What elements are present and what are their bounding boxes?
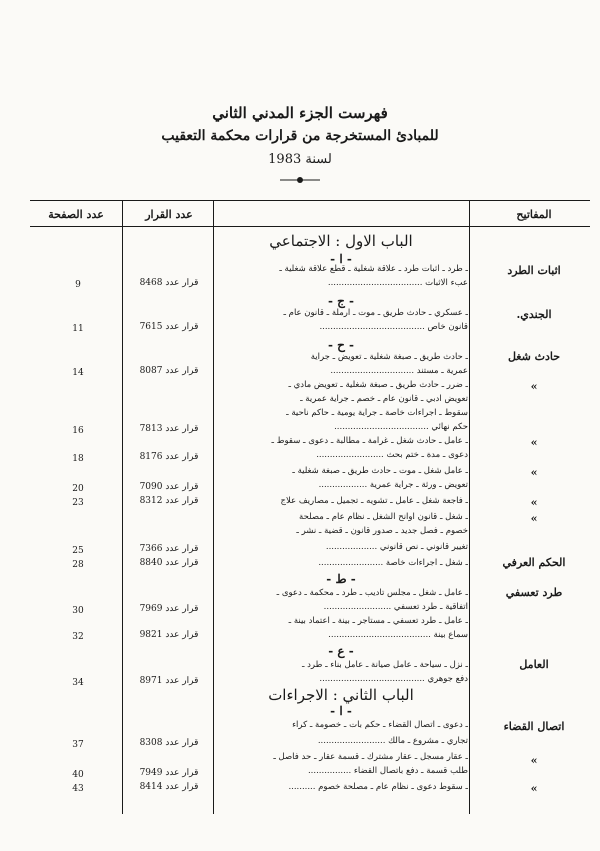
decision-number: قرار عدد 8176	[139, 452, 199, 462]
entry-line: تعويض ادبي ـ قانون عام ـ خصم ـ جراية عمرية ـ	[300, 394, 468, 404]
page-number: 11	[72, 324, 84, 334]
decision-number: قرار عدد 7090	[139, 482, 199, 492]
entry-line: ـ عسكري ـ حادث طريق ـ موت ـ ارملة ـ قانون عام ـ	[283, 308, 468, 318]
letter-heading: - ا -	[330, 704, 352, 718]
page-number: 37	[72, 740, 84, 750]
letter-heading: - ح -	[327, 338, 355, 352]
page-number: 28	[72, 560, 84, 570]
entry-line: ـ شغل ـ قانون اوانح الشغل ـ نظام عام ـ مصلحة	[299, 512, 468, 522]
keyword: »	[530, 754, 538, 767]
page-number: 14	[72, 368, 84, 378]
decision-number: قرار عدد 8840	[139, 558, 199, 568]
page-number: 16	[72, 426, 84, 436]
entry-line: ـ عامل ـ طرد تعسفي ـ مستاجر ـ بينة ـ اعتماد بينة ـ	[288, 616, 468, 626]
decision-number: قرار عدد 8414	[139, 782, 199, 792]
entry-line: سقوط ـ اجراءات خاصة ـ جراية يومية ـ حاكم ناحية ـ	[286, 408, 468, 418]
entry-line: اتفاقية ـ طرد تعسفي .........................	[323, 602, 468, 612]
column-divider	[122, 200, 123, 814]
entry-line: ـ شغل ـ اجراءات خاصة ........................	[318, 558, 468, 568]
decision-number: قرار عدد 7969	[139, 604, 199, 614]
entry-line: تجاري ـ مشروع ـ مالك .........................	[317, 736, 468, 746]
page-number: 40	[72, 770, 84, 780]
page-number: 9	[75, 280, 81, 290]
letter-heading: - ج -	[327, 294, 355, 308]
decision-number: قرار عدد 7366	[139, 544, 199, 554]
entry-line: خصوم ـ فصل جديد ـ صدور قانون ـ قضية ـ نشر ـ	[296, 526, 468, 536]
table-header-rule	[30, 226, 590, 227]
entry-line: دفع جوهري .......................................	[319, 674, 468, 684]
entry-line: تعويض ـ ورثة ـ جراية عمرية ..................	[318, 480, 468, 490]
keyword: »	[530, 512, 538, 525]
ornament-divider	[280, 176, 320, 184]
keyword: »	[530, 496, 538, 509]
decision-number: قرار عدد 8971	[139, 676, 199, 686]
entry-line: سماع بينة ......................................	[328, 630, 468, 640]
keyword: الجندي.	[516, 308, 552, 321]
entry-line: عبء الاثبات ...................................	[327, 278, 468, 288]
page-number: 18	[72, 454, 84, 464]
decision-number: قرار عدد 7813	[139, 424, 199, 434]
entry-line: ـ دعوى ـ اتصال القضاء ـ حكم بات ـ خصومة ـ كراء	[292, 720, 468, 730]
entry-line: ـ عقار مسجل ـ عقار مشترك ـ قسمة عقار ـ حد فاصل ـ	[273, 752, 468, 762]
keyword: »	[530, 782, 538, 795]
entry-line: ـ عامل ـ شغل ـ مجلس تاديب ـ طرد ـ محكمة ـ دعوى ـ	[276, 588, 468, 598]
keyword: »	[530, 380, 538, 393]
entry-line: عمرية ـ مستند ...............................	[330, 366, 468, 376]
header-page: عدد الصفحة	[48, 208, 104, 221]
decision-number: قرار عدد 7615	[139, 322, 199, 332]
index-subtitle: للمبادئ المستخرجة من قرارات محكمة التعقيب	[161, 128, 439, 144]
chapter-heading: الباب الاول : الاجتماعي	[269, 232, 413, 250]
entry-line: طلب قسمة ـ دفع باتصال القضاء ................	[307, 766, 468, 776]
entry-line: ـ عامل شغل ـ موت ـ حادث طريق ـ صبغة شغلية ـ	[292, 466, 468, 476]
decision-number: قرار عدد 8087	[139, 366, 199, 376]
table-top-rule	[30, 200, 590, 201]
letter-heading: - ع -	[328, 644, 354, 658]
keyword: العامل	[519, 658, 549, 671]
entry-line: ـ عامل ـ حادث شغل ـ غرامة ـ مطالبة ـ دعوى ـ سقوط ـ	[271, 436, 468, 446]
decision-number: قرار عدد 7949	[139, 768, 199, 778]
index-title: فهرست الجزء المدني الثاني	[212, 104, 388, 122]
keyword: الحكم العرفي	[502, 556, 566, 569]
keyword: »	[530, 466, 538, 479]
index-year: لسنة 1983	[268, 152, 332, 167]
chapter-heading: الباب الثاني : الاجراءات	[268, 686, 414, 704]
page-number: 30	[72, 606, 84, 616]
decision-number: قرار عدد 8312	[139, 496, 199, 506]
letter-heading: - ا -	[330, 252, 352, 266]
entry-line: ـ طرد ـ اثبات طرد ـ علاقة شغلية ـ قطع علاقة شغلية ـ	[279, 264, 468, 274]
page-number: 25	[72, 546, 84, 556]
entry-line: حكم نهائي ...................................	[334, 422, 468, 432]
page-number: 34	[72, 678, 84, 688]
header-decision: عدد القرار	[145, 208, 193, 221]
entry-line: دعوى ـ مدة ـ ختم بحث .........................	[316, 450, 468, 460]
page-number: 43	[72, 784, 84, 794]
entry-line: قانون خاص .......................................	[319, 322, 468, 332]
decision-number: قرار عدد 8308	[139, 738, 199, 748]
decision-number: قرار عدد 9821	[139, 630, 199, 640]
keyword: حادث شغل	[507, 350, 561, 363]
keyword: اتصال القضاء	[503, 720, 565, 733]
header-keywords: المفاتيح	[516, 208, 552, 221]
entry-line: تغيير قانوني ـ نص قانوني ...................	[325, 542, 468, 552]
page-number: 32	[72, 632, 84, 642]
entry-line: ـ ضرر ـ حادث طريق ـ صبغة شغلية ـ تعويض مادي ـ	[288, 380, 468, 390]
page-number: 23	[72, 498, 84, 508]
letter-heading: - ط -	[326, 572, 356, 586]
entry-line: ـ فاجعة شغل ـ عامل ـ تشويه ـ تجميل ـ مصاريف علاج	[280, 496, 468, 506]
entry-line: ـ حادث طريق ـ صبغة شغلية ـ تعويض ـ جراية	[310, 352, 468, 362]
keyword: طرد تعسفي	[505, 586, 563, 599]
keyword: »	[530, 436, 538, 449]
decision-number: قرار عدد 8468	[139, 278, 199, 288]
page-number: 20	[72, 484, 84, 494]
entry-line: ـ سقوط دعوى ـ نظام عام ـ مصلحة خصوم ..........	[288, 782, 468, 792]
entry-line: ـ نزل ـ سياحة ـ عامل صيانة ـ عامل بناء ـ طرد ـ	[301, 660, 468, 670]
keyword: اثبات الطرد	[507, 264, 561, 277]
